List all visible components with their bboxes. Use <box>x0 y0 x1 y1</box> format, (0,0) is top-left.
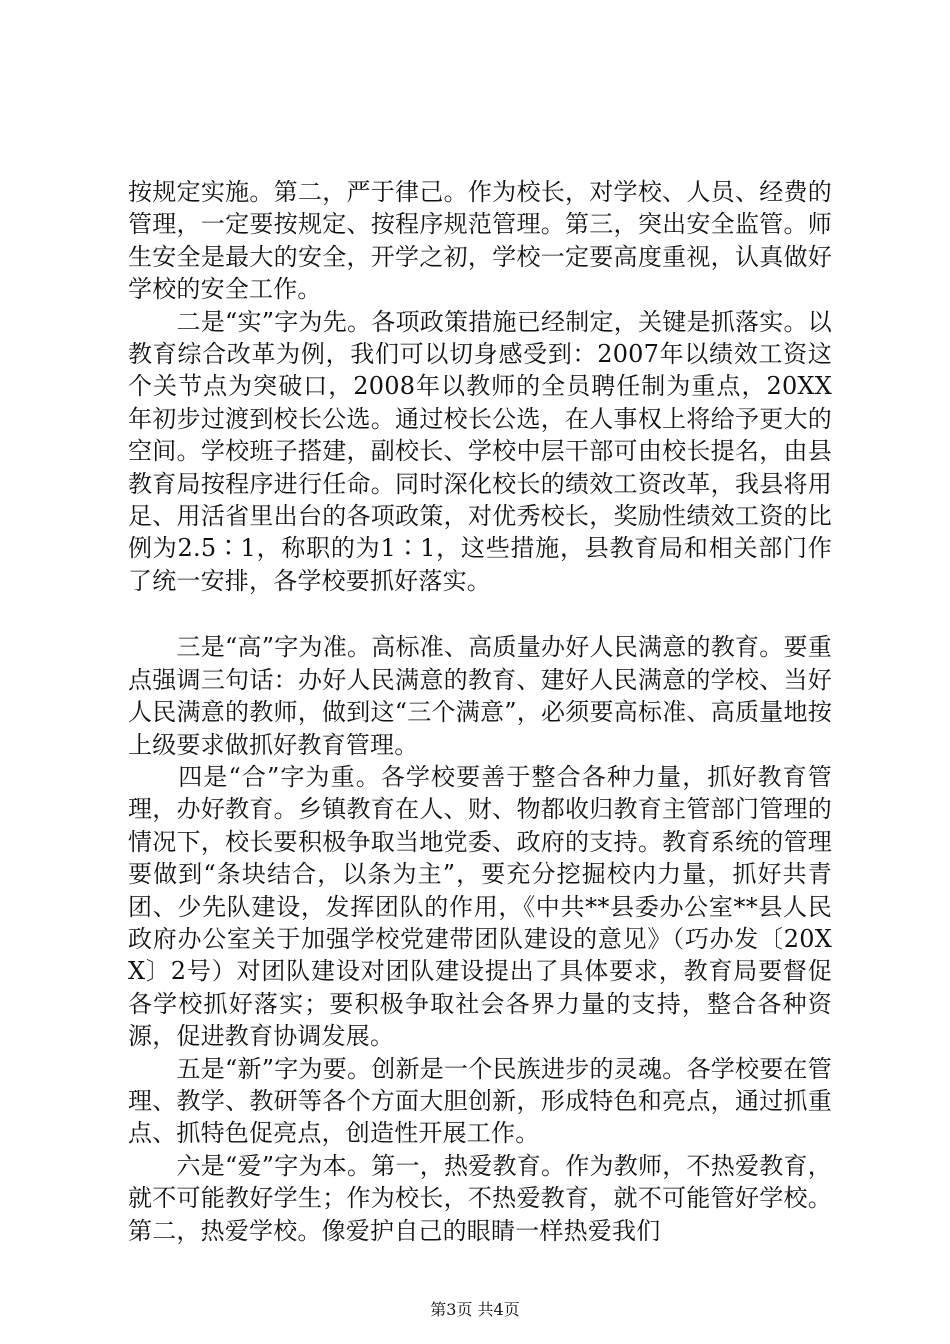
paragraph-shi-implementation: 二是“实”字为先。各项政策措施已经制定，关键是抓落实。以教育综合改革为例，我们可以切身感受到：2007年以绩效工资这个关节点为突破口，2008年以教师的全员聘任制为重点，20XX年初步过渡到校长公选。通过校长公选，在人事权上将给予更大的空间。学校班子搭建，副校长、学校中层干部可由校长提名，由县教育局按程序进行任命。同时深化校长的绩效工资改革，我县将用足、用活省里出台的各项政策，对优秀校长，奖励性绩效工资的比例为2.5∶1，称职的为1∶1，这些措施，县教育局和相关部门作了统一安排，各学校要抓好落实。 <box>128 307 832 595</box>
paragraph-gao-standard: 三是“高”字为准。高标准、高质量办好人民满意的教育。要重点强调三句话：办好人民满意的教育、建好人民满意的学校、当好人民满意的教师，做到这“三个满意”，必须要高标准、高质量地按上级要求做抓好教育管理。 <box>128 633 832 759</box>
paragraph-safety-continued: 按规定实施。第二，严于律己。作为校长，对学校、人员、经费的管理，一定要按规定、按程序规范管理。第三，突出安全监管。师生安全是最大的安全，开学之初，学校一定要高度重视，认真做好学校的安全工作。 <box>128 178 832 304</box>
page-number-footer: 第3页 共4页 <box>430 1300 520 1319</box>
document-body <box>128 176 832 1247</box>
paragraph-ai-love: 六是“爱”字为本。第一，热爱教育。作为教师，不热爱教育，就不可能教好学生；作为校长，不热爱教育，就不可能管好学校。第二，热爱学校。像爱护自己的眼睛一样热爱我们 <box>128 1151 832 1245</box>
paragraph-he-integration: 四是“合”字为重。各学校要善于整合各种力量，抓好教育管理，办好教育。乡镇教育在人、财、物都收归教育主管部门管理的情况下，校长要积极争取当地党委、政府的支持。教育系统的管理要做到“条块结合，以条为主”，要充分挖掘校内力量，抓好共青团、少先队建设，发挥团队的作用，《中共**县委办公室**县人民政府办公室关于加强学校党建带团队建设的意见》（巧办发〔20XX〕2号）对团队建设对团队建设提出了具体要求，教育局要督促各学校抓好落实；要积极争取社会各界力量的支持，整合各种资源，促进教育协调发展。 <box>128 762 832 1051</box>
paragraph-xin-innovation: 五是“新”字为要。创新是一个民族进步的灵魂。各学校要在管理、教学、教研等各个方面大胆创新，形成特色和亮点，通过抓重点、抓特色促亮点，创造性开展工作。 <box>128 1054 832 1148</box>
